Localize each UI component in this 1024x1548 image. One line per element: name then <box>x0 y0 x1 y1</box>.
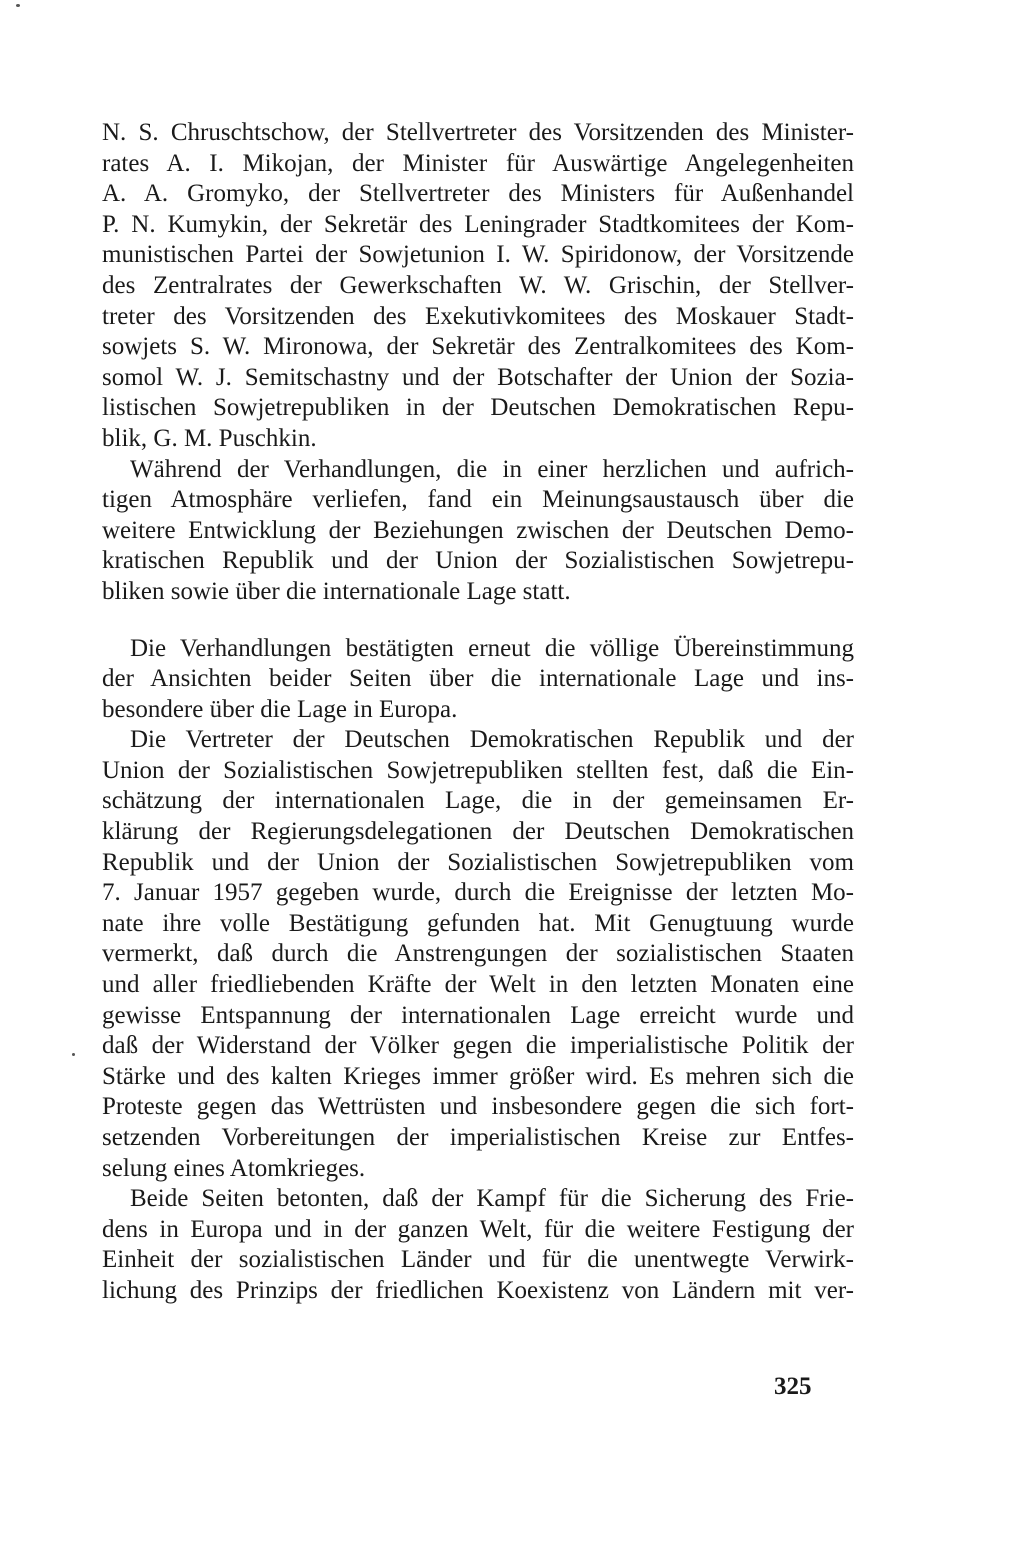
text-line: munistischen Partei der Sowjetunion I. W. Spiridonow, der Vorsitzende <box>102 241 854 269</box>
text-line: Die Vertreter der Deutschen Demokratischen Republik und der <box>130 726 854 754</box>
text-line: Beide Seiten betonten, daß der Kampf für die Sicherung des Frie- <box>130 1185 854 1213</box>
text-line: gewisse Entspannung der internationalen Lage erreicht wurde und <box>102 1001 854 1029</box>
page-number: 325 <box>774 1373 812 1400</box>
text-line: selung eines Atomkrieges. <box>102 1154 366 1182</box>
text-line: somol W. J. Semitschastny und der Botschafter der Union der Sozia- <box>102 363 854 391</box>
text-line: listischen Sowjetrepubliken in der Deutschen Demokratischen Repu- <box>102 394 854 422</box>
text-line: blik, G. M. Puschkin. <box>102 424 317 452</box>
text-line: Die Verhandlungen bestätigten erneut die völlige Übereinstimmung <box>130 634 854 662</box>
text-line: Während der Verhandlungen, die in einer herzlichen und aufrich- <box>130 455 854 483</box>
text-line: lichung des Prinzips der friedlichen Koexistenz von Ländern mit ver- <box>102 1276 854 1304</box>
scan-mark <box>16 4 20 7</box>
text-line: Stärke und des kalten Krieges immer größer wird. Es mehren sich die <box>102 1062 854 1090</box>
text-line: sowjets S. W. Mironowa, der Sekretär des Zentralkomitees des Kom- <box>102 333 854 361</box>
text-line: besondere über die Lage in Europa. <box>102 695 458 723</box>
text-line: N. S. Chruschtschow, der Stellvertreter des Vorsitzenden des Minister- <box>102 119 854 146</box>
text-line: treter des Vorsitzenden des Exekutivkomitees des Moskauer Stadt- <box>102 302 854 330</box>
text-line: Proteste gegen das Wettrüsten und insbesondere gegen die sich fort- <box>102 1093 854 1121</box>
text-line: Einheit der sozialistischen Länder und für die unentwegte Verwirk- <box>102 1246 854 1274</box>
text-line: klärung der Regierungsdelegationen der Deutschen Demokratischen <box>102 818 854 846</box>
text-line: und aller friedliebenden Kräfte der Welt in den letzten Monaten eine <box>102 971 854 999</box>
text-line: rates A. I. Mikojan, der Minister für Auswärtige Angelegenheiten <box>102 149 854 177</box>
text-line: setzenden Vorbereitungen der imperialistischen Kreise zur Entfes- <box>102 1124 854 1151</box>
text-line: daß der Widerstand der Völker gegen die imperialistische Politik der <box>102 1032 854 1060</box>
text-line: weitere Entwicklung der Beziehungen zwischen der Deutschen Demo- <box>102 516 854 544</box>
text-line: Republik und der Union der Sozialistischen Sowjetrepubliken vom <box>102 848 854 876</box>
text-line: nate ihre volle Bestätigung gefunden hat. Mit Genugtuung wurde <box>102 909 854 937</box>
text-line: der Ansichten beider Seiten über die internationale Lage und ins- <box>102 665 854 693</box>
text-line: vermerkt, daß durch die Anstrengungen der sozialistischen Staaten <box>102 940 854 968</box>
scan-speck <box>72 1053 75 1056</box>
paragraph-gap <box>102 608 854 634</box>
text-line: tigen Atmosphäre verliefen, fand ein Meinungsaustausch über die <box>102 486 854 514</box>
text-line: A. A. Gromyko, der Stellvertreter des Ministers für Außenhandel <box>102 180 854 208</box>
text-line: des Zentralrates der Gewerkschaften W. W. Grischin, der Stellver- <box>102 271 854 299</box>
text-line: 7. Januar 1957 gegeben wurde, durch die Ereignisse der letzten Mo- <box>102 879 854 907</box>
text-line: bliken sowie über die internationale Lage statt. <box>102 577 571 605</box>
text-line: Union der Sozialistischen Sowjetrepubliken stellten fest, daß die Ein- <box>102 756 854 784</box>
text-line: P. N. Kumykin, der Sekretär des Leningrader Stadtkomitees der Kom- <box>102 210 854 238</box>
text-line: dens in Europa und in der ganzen Welt, für die weitere Festigung der <box>102 1215 854 1243</box>
text-line: kratischen Republik und der Union der Sozialistischen Sowjetrepu- <box>102 547 854 575</box>
text-line: schätzung der internationalen Lage, die in der gemeinsamen Er- <box>102 787 854 815</box>
body-text <box>102 118 854 1307</box>
